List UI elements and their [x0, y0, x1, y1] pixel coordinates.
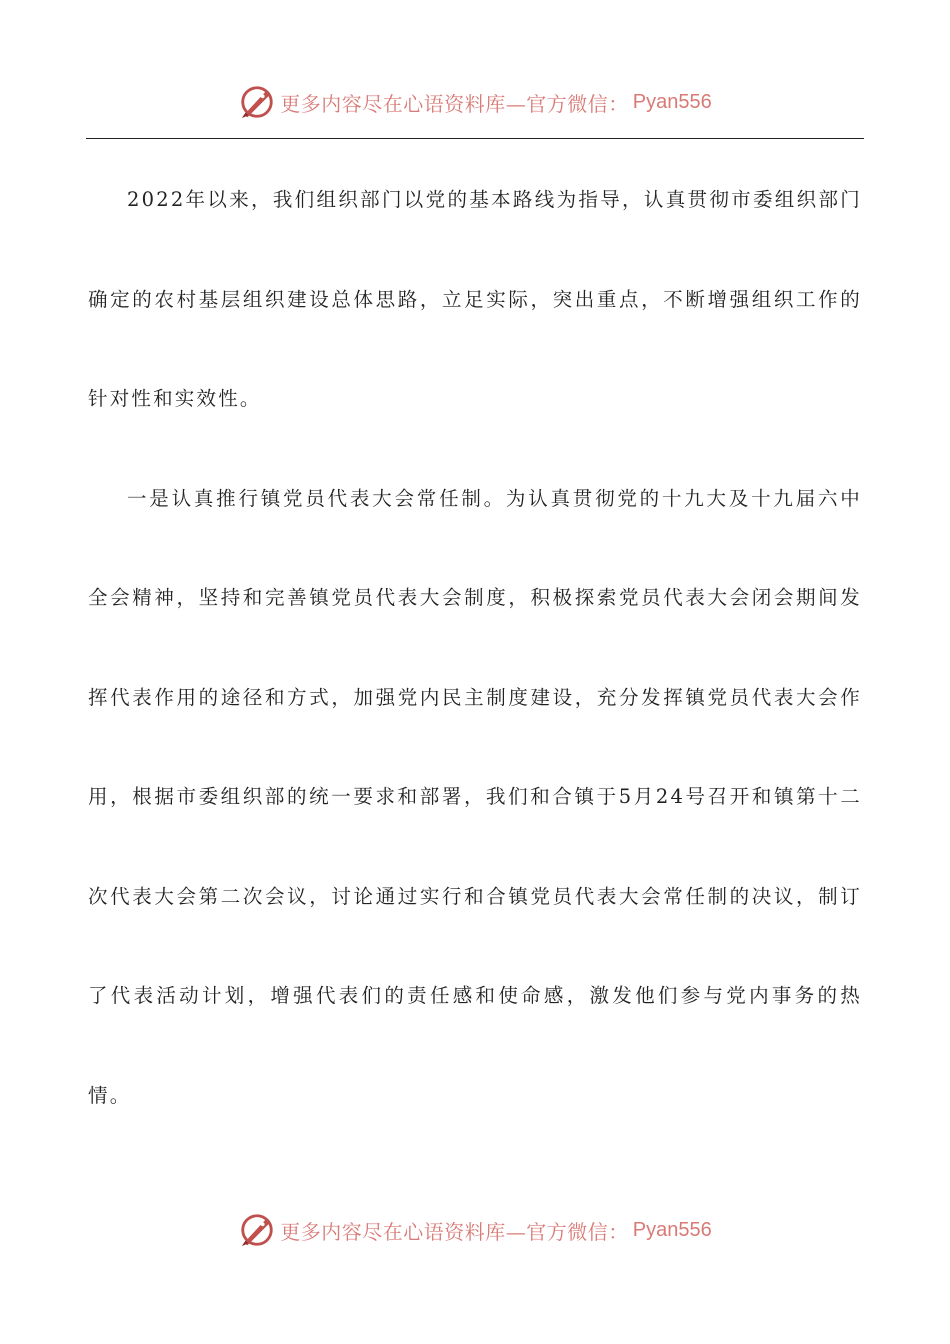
footer-wechat-handle: Pyan556 — [632, 1218, 712, 1241]
document-body — [88, 150, 862, 1145]
footer-banner-text: 更多内容尽在心语资料库—官方微信： — [280, 1219, 629, 1244]
header-banner — [0, 80, 950, 124]
pen-nib-logo-icon — [238, 1211, 276, 1249]
paragraph-intro: 2022年以来，我们组织部门以党的基本路线为指导，认真贯彻市委组织部门确定的农村基层组织建设总体思路，立足实际，突出重点，不断增强组织工作的针对性和实效性。 — [88, 188, 862, 410]
header-banner-text: 更多内容尽在心语资料库—官方微信： — [280, 91, 629, 116]
header-wechat-handle: Pyan556 — [632, 90, 712, 113]
footer-banner — [0, 1208, 950, 1252]
header-divider — [86, 138, 864, 139]
paragraph-item-one: 一是认真推行镇党员代表大会常任制。为认真贯彻党的十九大及十九届六中全会精神，坚持和完善镇党员代表大会制度，积极探索党员代表大会闭会期间发挥代表作用的途径和方式，加强党内民主制度建设，充分发挥镇党员代表大会作用，根据市委组织部的统一要求和部署，我们和合镇于5月24号召开和镇第十二次代表大会第二次会议，讨论通过实行和合镇党员代表大会常任制的决议，制订了代表活动计划，增强代表们的责任感和使命感，激发他们参与党内事务的热情。 — [88, 486, 862, 1107]
pen-nib-logo-icon — [238, 83, 276, 121]
